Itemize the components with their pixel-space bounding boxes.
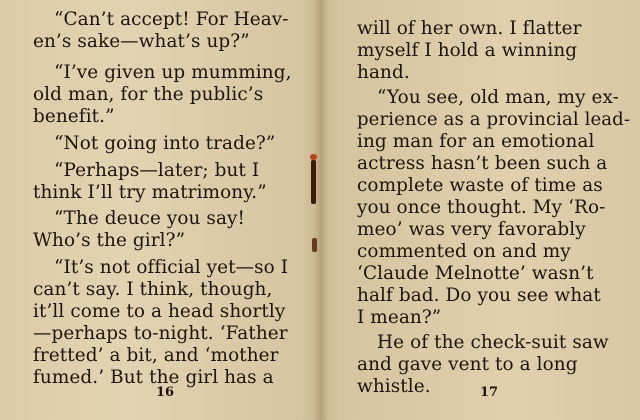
text-line: en’s sake—what’s up?”: [33, 31, 250, 52]
text-line: “The deuce you say!: [54, 208, 246, 229]
text-line: myself I hold a winning: [357, 40, 578, 61]
text-line: old man, for the public’s: [33, 84, 264, 105]
text-line: complete waste of time as: [357, 175, 603, 196]
text-line: “I’ve given up mumming,: [54, 62, 292, 83]
text-line: “Not going into trade?”: [54, 133, 276, 154]
text-line: “Perhaps—later; but I: [54, 160, 260, 181]
text-line: think I’ll try matrimony.”: [33, 182, 267, 203]
left-page: [0, 0, 318, 420]
text-line: I mean?”: [357, 307, 442, 328]
text-line: will of her own. I flatter: [357, 18, 582, 39]
text-line: fretted’ a bit, and ‘mother: [33, 345, 279, 366]
text-line: “Can’t accept! For Heav-: [54, 9, 289, 30]
text-line: benefit.”: [33, 106, 115, 127]
text-line: “You see, old man, my ex-: [377, 87, 619, 108]
text-line: ‘Claude Melnotte’ wasn’t: [357, 263, 594, 284]
right-page: [328, 0, 640, 420]
text-line: fumed.’ But the girl has a: [33, 367, 274, 388]
text-line: it’ll come to a head shortly: [33, 301, 286, 322]
page-number: 17: [480, 385, 499, 400]
text-line: commented on and my: [357, 241, 571, 262]
text-line: ing man for an emotional: [357, 131, 595, 152]
page-number: 16: [156, 385, 175, 400]
text-line: hand.: [357, 62, 410, 83]
text-line: meo’ was very favorably: [357, 219, 586, 240]
text-line: and gave vent to a long: [357, 354, 578, 375]
text-line: you once thought. My ‘Ro-: [357, 197, 606, 218]
text-line: perience as a provincial lead-: [357, 109, 631, 130]
text-line: can’t say. I think, though,: [33, 279, 273, 300]
text-line: actress hasn’t been such a: [357, 153, 608, 174]
text-line: Who’s the girl?”: [33, 230, 186, 251]
text-line: “It’s not official yet—so I: [54, 257, 289, 278]
text-line: half bad. Do you see what: [357, 285, 601, 306]
text-line: He of the check-suit saw: [377, 332, 609, 353]
text-line: whistle.: [357, 376, 431, 397]
text-line: —perhaps to-night. ‘Father: [33, 323, 288, 344]
